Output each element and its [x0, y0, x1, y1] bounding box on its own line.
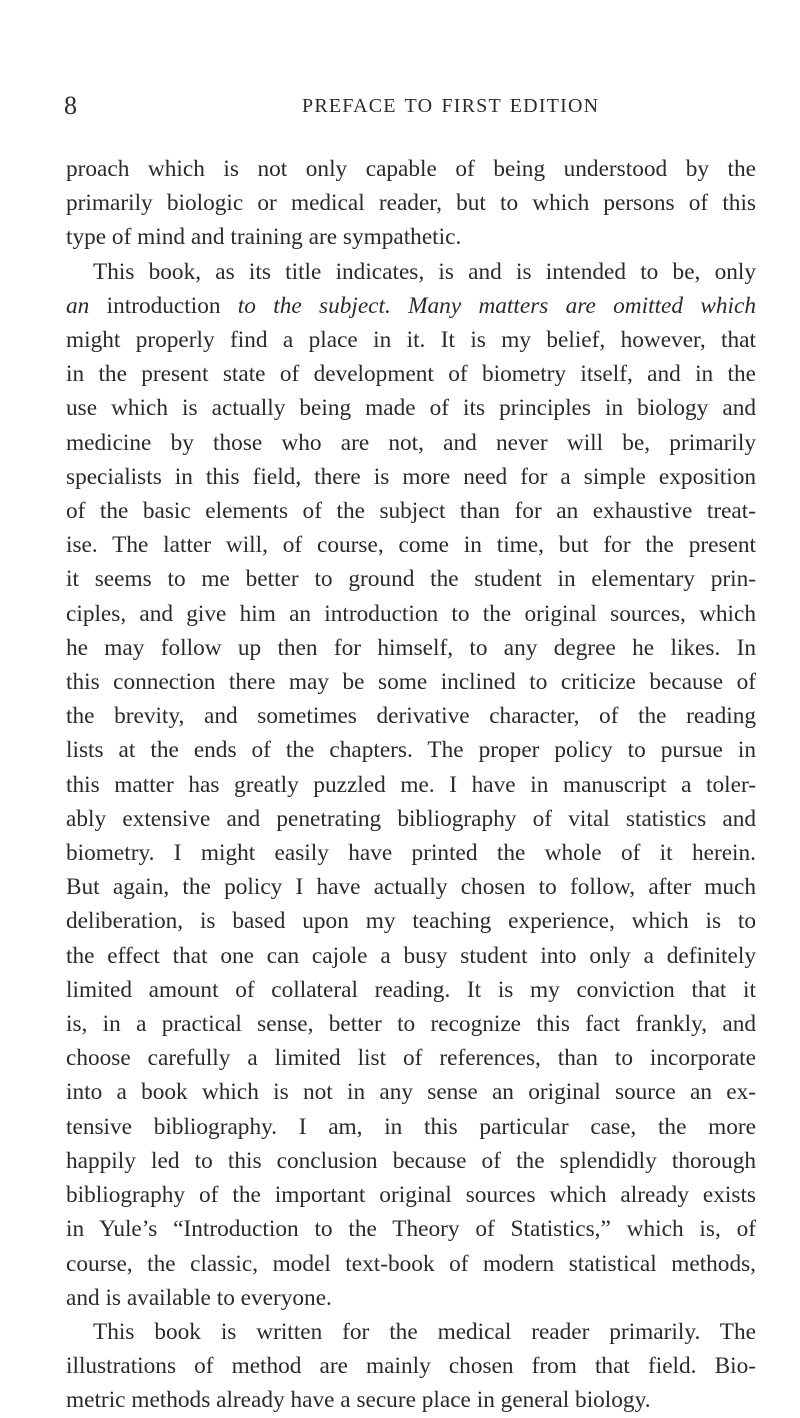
text-line: course, the classic, model text-book of modern statistical methods, — [66, 1250, 756, 1277]
text-line: specialists in this field, there is more need for a simple exposition — [66, 463, 756, 490]
text-line: type of mind and training are sympathetic. — [66, 224, 462, 251]
text-line: the effect that one can cajole a busy student into only a definitely — [66, 942, 756, 969]
text-line: ably extensive and penetrating bibliography of vital statistics and — [66, 805, 756, 832]
text-line: into a book which is not in any sense an original source an ex- — [66, 1079, 756, 1106]
text-line: metric methods already have a secure place in general biology. — [66, 1387, 651, 1414]
text-line: he may follow up then for himself, to any degree he likes. In — [66, 634, 756, 661]
text-line: tensive bibliography. I am, in this particular case, the more — [66, 1113, 756, 1140]
text-line: limited amount of collateral reading. It is my conviction that it — [66, 976, 756, 1003]
text-line: illustrations of method are mainly chosen from that field. Bio- — [66, 1353, 756, 1380]
text-line: bibliography of the important original sources which already exists — [66, 1182, 756, 1209]
text-line: primarily biologic or medical reader, but to which persons of this — [66, 190, 756, 217]
text-line: This book, as its title indicates, is and is intended to be, only — [93, 258, 756, 285]
paragraph — [66, 1315, 756, 1418]
text-line: might properly find a place in it. It is my belief, however, that — [66, 327, 756, 354]
text-line: in Yule’s “Introduction to the Theory of Statistics,” which is, of — [66, 1216, 756, 1243]
text-line: ciples, and give him an introduction to the original sources, which — [66, 600, 756, 627]
paragraph — [66, 152, 756, 255]
italic-text: to the subject. Many matters are omitted which — [220, 292, 756, 319]
text-line: happily led to this conclusion because of the splendidly thorough — [66, 1147, 756, 1174]
page-number: 8 — [64, 91, 78, 120]
text-line: and is available to everyone. — [66, 1284, 332, 1311]
text-line: medicine by those who are not, and never will be, primarily — [66, 429, 756, 456]
text-line: use which is actually being made of its principles in biology and — [66, 395, 756, 422]
text-line: this connection there may be some inclined to criticize because of — [66, 669, 756, 696]
paragraph — [66, 255, 756, 1315]
text-line: an introduction to the subject. Many matters are omitted which — [66, 292, 756, 319]
text-line: biometry. I might easily have printed the whole of it herein. — [66, 840, 756, 867]
text-line: of the basic elements of the subject than for an exhaustive treat- — [66, 498, 756, 525]
text-line: in the present state of development of biometry itself, and in the — [66, 361, 756, 388]
text-line: lists at the ends of the chapters. The proper policy to pursue in — [66, 737, 756, 764]
text-line: it seems to me better to ground the student in elementary prin- — [66, 566, 756, 593]
running-head: PREFACE TO FIRST EDITION — [302, 95, 600, 117]
text-line: this matter has greatly puzzled me. I have in manuscript a toler- — [66, 771, 756, 798]
text-line: is, in a practical sense, better to recognize this fact frankly, and — [66, 1011, 756, 1038]
page-header — [64, 88, 744, 124]
text-line: deliberation, is based upon my teaching experience, which is to — [66, 908, 756, 935]
text-line: choose carefully a limited list of references, than to incorporate — [66, 1045, 756, 1072]
text-line: proach which is not only capable of being understood by the — [66, 156, 756, 182]
text-line: ise. The latter will, of course, come in time, but for the present — [66, 532, 756, 559]
text-line: the brevity, and sometimes derivative character, of the reading — [66, 703, 756, 730]
text-line: But again, the policy I have actually chosen to follow, after much — [66, 874, 756, 901]
body-text — [66, 152, 756, 1418]
text-line: This book is written for the medical reader primarily. The — [93, 1318, 756, 1345]
italic-text: an — [66, 292, 107, 319]
